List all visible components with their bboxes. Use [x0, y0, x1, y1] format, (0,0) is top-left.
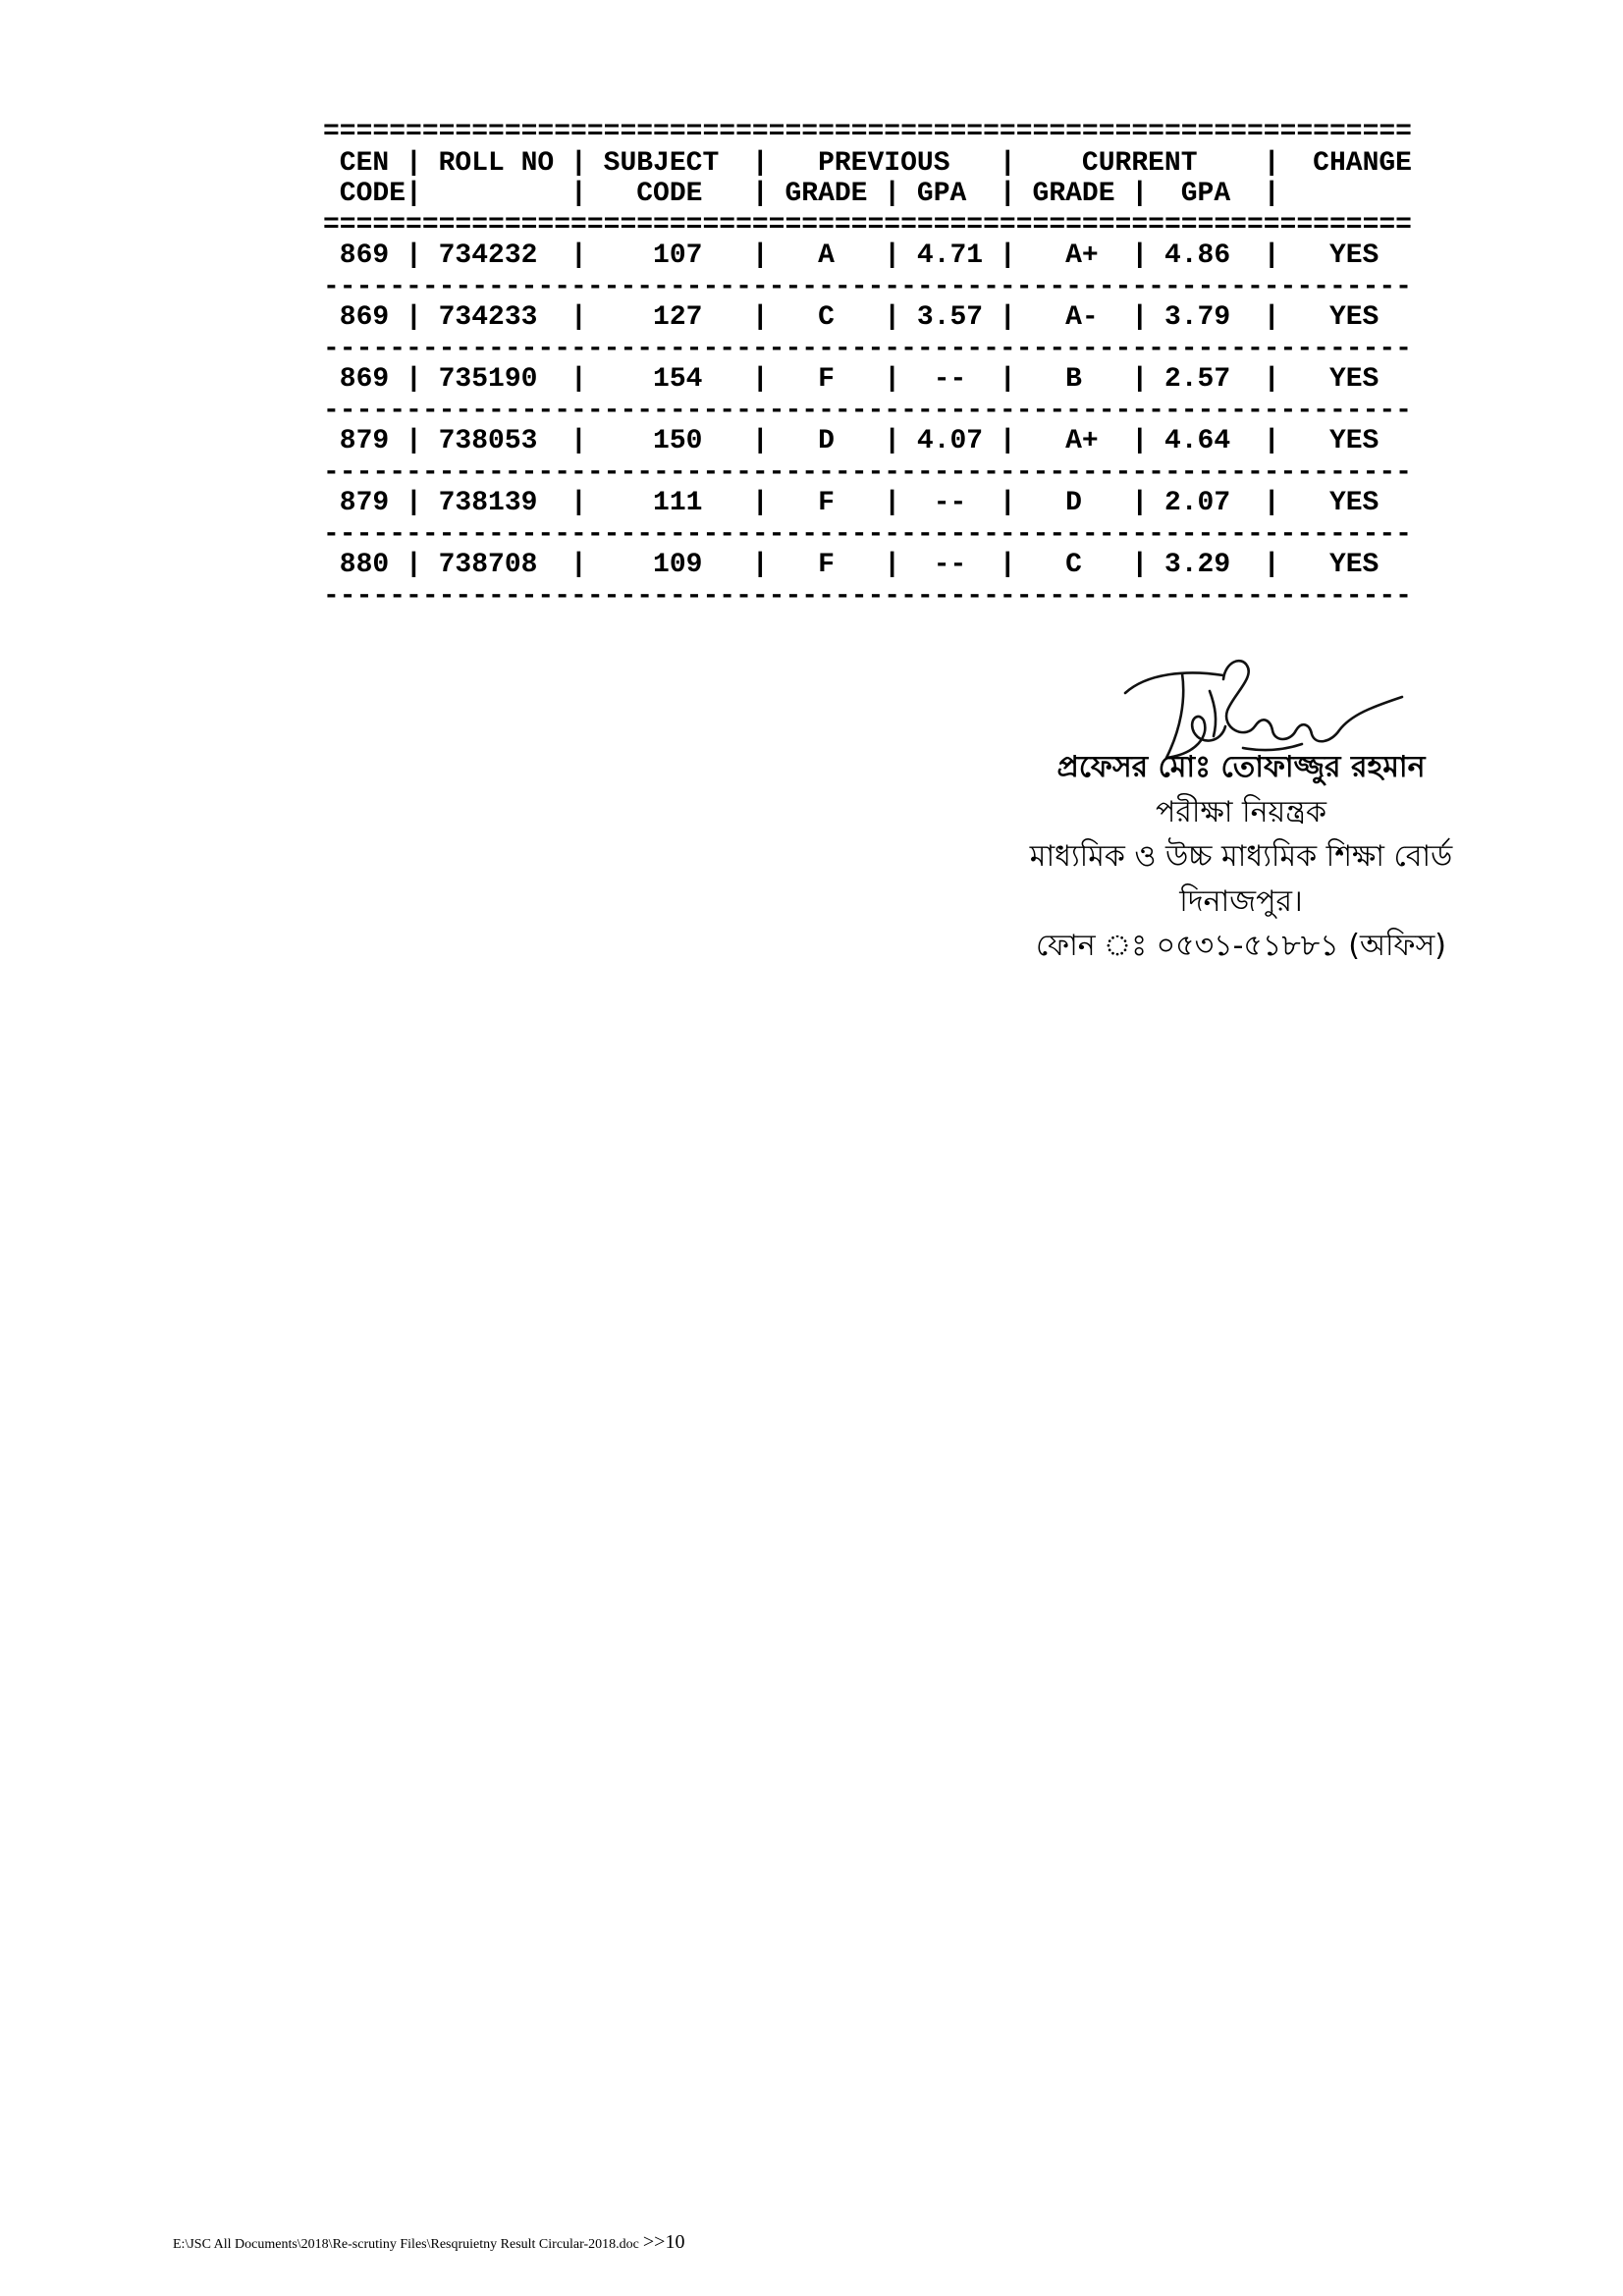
column-separator: | [570, 426, 587, 456]
column-separator: | [1131, 364, 1149, 395]
column-separator: | [406, 240, 422, 271]
column-separator: | [406, 147, 422, 179]
cell-previous-grade: F [818, 550, 835, 580]
cell-change: YES [1328, 426, 1380, 456]
column-separator: | [1263, 147, 1280, 179]
cell-current-grade: D [1065, 488, 1082, 518]
column-separator: | [570, 302, 587, 333]
signatory-name: প্রফেসর মোঃ তোফাজ্জুর রহমান [1056, 750, 1426, 784]
column-separator: | [406, 488, 422, 518]
cell-current-grade: A- [1065, 302, 1099, 333]
cell-current-gpa: 3.29 [1163, 550, 1231, 580]
cell-change: YES [1328, 240, 1380, 271]
column-separator: | [751, 302, 769, 333]
cell-previous-grade: C [818, 302, 835, 333]
cell-current-gpa: 3.79 [1163, 302, 1231, 333]
table-row [323, 426, 1412, 457]
table-header-row [323, 179, 1412, 210]
cell-previous-gpa: -- [933, 364, 967, 395]
column-separator: | [999, 240, 1016, 271]
cell-previous-grade: A [818, 240, 835, 271]
cell-cen-code: 879 [339, 488, 390, 518]
cell-current-gpa: 2.07 [1163, 488, 1231, 518]
cell-previous-grade: F [818, 488, 835, 518]
column-separator: | [999, 550, 1016, 580]
header-current: CURRENT [1081, 147, 1198, 179]
single-rule-line [323, 334, 1412, 365]
cell-cen-code: 869 [339, 240, 390, 271]
column-separator: | [999, 302, 1016, 333]
column-separator: | [751, 147, 769, 179]
column-separator: | [570, 147, 587, 179]
single-rule-line [323, 272, 1412, 303]
signatory-organization: মাধ্যমিক ও উচ্চ মাধ্যমিক শিক্ষা বোর্ড [1029, 839, 1453, 875]
cell-previous-gpa: -- [933, 488, 967, 518]
cell-cen-code: 869 [339, 302, 390, 333]
footer-page-marker: >>10 [642, 2231, 685, 2253]
cell-previous-gpa: 4.71 [916, 240, 984, 271]
footer-file-path: E:\JSC All Documents\2018\Re-scrutiny Files\Resqruietny Result Circular-2018.doc [173, 2237, 639, 2252]
column-separator: | [406, 364, 422, 395]
cell-subject-code: 111 [653, 488, 703, 518]
column-separator: | [1263, 426, 1280, 456]
header-current-gpa: GPA [1180, 179, 1231, 209]
cell-current-grade: C [1065, 550, 1082, 580]
column-separator: | [1131, 488, 1149, 518]
column-separator: | [884, 364, 901, 395]
cell-cen-code: 879 [339, 426, 390, 456]
cell-roll-no: 734232 [438, 240, 538, 271]
column-separator: | [570, 364, 587, 395]
column-separator: | [406, 179, 422, 209]
column-separator: | [999, 179, 1016, 209]
single-rule: ------------------------------------------------------------------ [323, 580, 1412, 612]
single-rule-line [323, 519, 1412, 551]
column-separator: | [1263, 179, 1280, 209]
table-row [323, 550, 1412, 581]
column-separator: | [1131, 426, 1149, 456]
cell-cen-code: 880 [339, 550, 390, 580]
single-rule-line [323, 396, 1412, 427]
column-separator: | [751, 426, 769, 456]
cell-subject-code: 107 [653, 240, 703, 271]
cell-subject-code: 127 [653, 302, 703, 333]
column-separator: | [751, 550, 769, 580]
signatory-phone: ফোন ঃ ০৫৩১-৫১৮৮১ (অফিস) [1036, 929, 1446, 964]
single-rule-line [323, 457, 1412, 489]
column-separator: | [751, 488, 769, 518]
cell-current-grade: A+ [1065, 426, 1099, 456]
column-separator: | [751, 179, 769, 209]
column-separator: | [570, 240, 587, 271]
column-separator: | [1131, 179, 1149, 209]
header-cen: CEN [339, 147, 390, 179]
table-row [323, 488, 1412, 519]
double-rule: ================================================================== [323, 209, 1412, 240]
cell-roll-no: 738139 [438, 488, 538, 518]
cell-roll-no: 735190 [438, 364, 538, 395]
column-separator: | [884, 550, 901, 580]
header-cen-code: CODE [339, 179, 406, 209]
column-separator: | [884, 426, 901, 456]
cell-current-gpa: 2.57 [1163, 364, 1231, 395]
header-previous-grade: GRADE [784, 179, 868, 209]
column-separator: | [999, 488, 1016, 518]
cell-current-grade: A+ [1065, 240, 1099, 271]
column-separator: | [999, 426, 1016, 456]
column-separator: | [570, 488, 587, 518]
cell-previous-gpa: 4.07 [916, 426, 984, 456]
column-separator: | [1263, 240, 1280, 271]
column-separator: | [1131, 550, 1149, 580]
cell-roll-no: 738708 [438, 550, 538, 580]
cell-change: YES [1328, 488, 1380, 518]
double-rule-line [323, 117, 1412, 148]
double-rule-line [323, 210, 1412, 241]
cell-current-gpa: 4.64 [1163, 426, 1231, 456]
column-separator: | [751, 364, 769, 395]
cell-subject-code: 150 [653, 426, 703, 456]
signatory-city: দিনাজপুর। [1179, 883, 1303, 919]
cell-change: YES [1328, 364, 1380, 395]
column-separator: | [406, 302, 422, 333]
cell-change: YES [1328, 550, 1380, 580]
double-rule: ================================================================== [323, 117, 1412, 147]
column-separator: | [751, 240, 769, 271]
header-current-grade: GRADE [1032, 179, 1115, 209]
single-rule: ------------------------------------------------------------------ [323, 518, 1412, 550]
cell-current-gpa: 4.86 [1163, 240, 1231, 271]
cell-previous-grade: F [818, 364, 835, 395]
column-separator: | [406, 426, 422, 456]
header-previous: PREVIOUS [818, 147, 950, 179]
single-rule-line [323, 581, 1412, 613]
column-separator: | [1131, 302, 1149, 333]
column-separator: | [570, 179, 587, 209]
header-change: CHANGE [1313, 147, 1412, 179]
table-row [323, 240, 1412, 272]
header-subject: SUBJECT [603, 147, 720, 179]
cell-subject-code: 109 [653, 550, 703, 580]
column-separator: | [884, 179, 901, 209]
column-separator: | [884, 302, 901, 333]
column-separator: | [884, 488, 901, 518]
header-roll-no: ROLL NO [438, 147, 555, 179]
column-separator: | [884, 240, 901, 271]
rescrutiny-result-table [323, 117, 1415, 613]
cell-change: YES [1328, 302, 1380, 333]
page-footer [173, 2230, 684, 2257]
column-separator: | [999, 364, 1016, 395]
cell-roll-no: 734233 [438, 302, 538, 333]
cell-roll-no: 738053 [438, 426, 538, 456]
column-separator: | [406, 550, 422, 580]
column-separator: | [1263, 364, 1280, 395]
table-header-row [323, 148, 1412, 180]
cell-subject-code: 154 [653, 364, 703, 395]
header-previous-gpa: GPA [916, 179, 967, 209]
cell-current-grade: B [1065, 364, 1082, 395]
cell-cen-code: 869 [339, 364, 390, 395]
header-subject-code: CODE [636, 179, 703, 209]
signatory-block [947, 745, 1536, 969]
column-separator: | [999, 147, 1016, 179]
cell-previous-grade: D [818, 426, 835, 456]
column-separator: | [1131, 240, 1149, 271]
single-rule: ------------------------------------------------------------------ [323, 333, 1412, 364]
column-separator: | [570, 550, 587, 580]
table-row [323, 302, 1412, 334]
single-rule: ------------------------------------------------------------------ [323, 395, 1412, 426]
cell-previous-gpa: -- [933, 550, 967, 580]
column-separator: | [1263, 550, 1280, 580]
cell-previous-gpa: 3.57 [916, 302, 984, 333]
column-separator: | [1263, 488, 1280, 518]
single-rule: ------------------------------------------------------------------ [323, 456, 1412, 488]
column-separator: | [1263, 302, 1280, 333]
table-row [323, 364, 1412, 396]
signatory-designation: পরীক্ষা নিয়ন্ত্রক [1156, 794, 1326, 829]
single-rule: ------------------------------------------------------------------ [323, 271, 1412, 302]
